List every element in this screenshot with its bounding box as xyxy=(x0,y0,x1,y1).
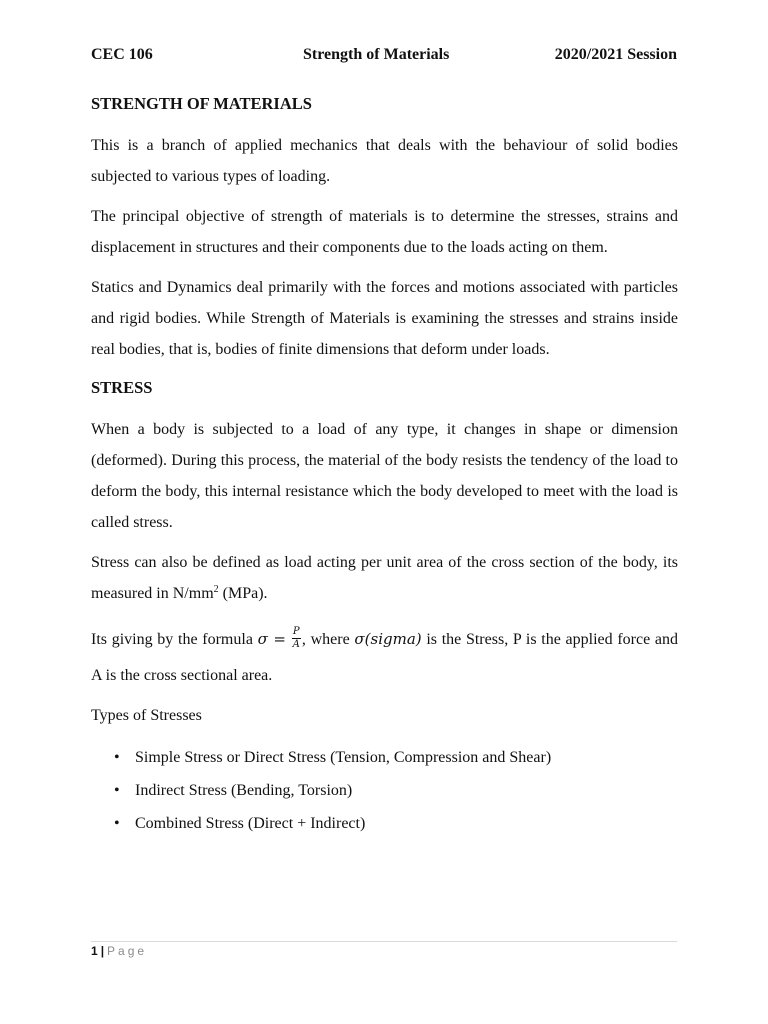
formula-sigma-name: σ(sigma) xyxy=(354,630,422,648)
course-code: CEC 106 xyxy=(91,46,153,63)
stress-types-list xyxy=(91,741,678,840)
list-item-text: Combined Stress (Direct + Indirect) xyxy=(135,815,366,832)
formula-denominator: A xyxy=(292,638,300,650)
stress-heading: STRESS xyxy=(91,378,153,397)
footer-separator: | xyxy=(100,944,105,958)
page-number: 1 xyxy=(91,944,98,958)
page-header xyxy=(91,46,677,70)
bullet-icon: • xyxy=(114,782,120,799)
list-item xyxy=(114,774,678,807)
stress-units-text: Stress can also be defined as load acting per unit area of the cross section of the body, its measured in N/mm xyxy=(91,554,678,602)
session-label: 2020/2021 Session xyxy=(554,46,677,63)
paragraph-definition: This is a branch of applied mechanics that deals with the behaviour of solid bodies subjected to various types of loading. xyxy=(91,137,678,185)
superscript-2: 2 xyxy=(213,584,219,595)
list-item xyxy=(114,741,678,774)
paragraph-statics-dynamics: Statics and Dynamics deal primarily with the forces and motions associated with particles and rigid bodies. While Strength of Materials is examining the stresses and strains inside real bodies, that is, bodies of finite dimensions that deform under loads. xyxy=(91,279,678,358)
course-title: Strength of Materials xyxy=(303,46,450,63)
page-footer xyxy=(91,941,677,958)
formula-fraction xyxy=(292,626,301,651)
formula-sigma-equals: σ = xyxy=(257,630,286,648)
paragraph-stress-units xyxy=(91,547,678,609)
list-item xyxy=(114,807,678,840)
formula-intro: Its giving by the formula xyxy=(91,631,258,648)
page-word: Page xyxy=(107,944,148,958)
bullet-icon: • xyxy=(114,749,120,766)
page-body xyxy=(91,92,678,840)
formula-where: , where xyxy=(301,631,355,648)
paragraph-stress-definition: When a body is subjected to a load of any type, it changes in shape or dimension (deformed). During this process, the material of the body resists the tendency of the load to deform the body, this internal resistance which the body developed to meet with the load is called stress. xyxy=(91,421,678,531)
bullet-icon: • xyxy=(114,815,120,832)
paragraph-objective: The principal objective of strength of materials is to determine the stresses, strains and displacement in structures and their components due to the loads acting on them. xyxy=(91,208,678,256)
formula-explanation: is the Stress, P is the applied force and A is the cross sectional area. xyxy=(91,631,679,684)
list-item-text: Simple Stress or Direct Stress (Tension, Compression and Shear) xyxy=(135,749,552,766)
list-item-text: Indirect Stress (Bending, Torsion) xyxy=(135,782,353,799)
formula-numerator: P xyxy=(292,625,300,637)
types-of-stresses-label: Types of Stresses xyxy=(91,707,202,724)
stress-units-mpa: (MPa). xyxy=(218,585,268,602)
paragraph-formula xyxy=(91,621,678,694)
main-title: STRENGTH OF MATERIALS xyxy=(91,94,312,113)
